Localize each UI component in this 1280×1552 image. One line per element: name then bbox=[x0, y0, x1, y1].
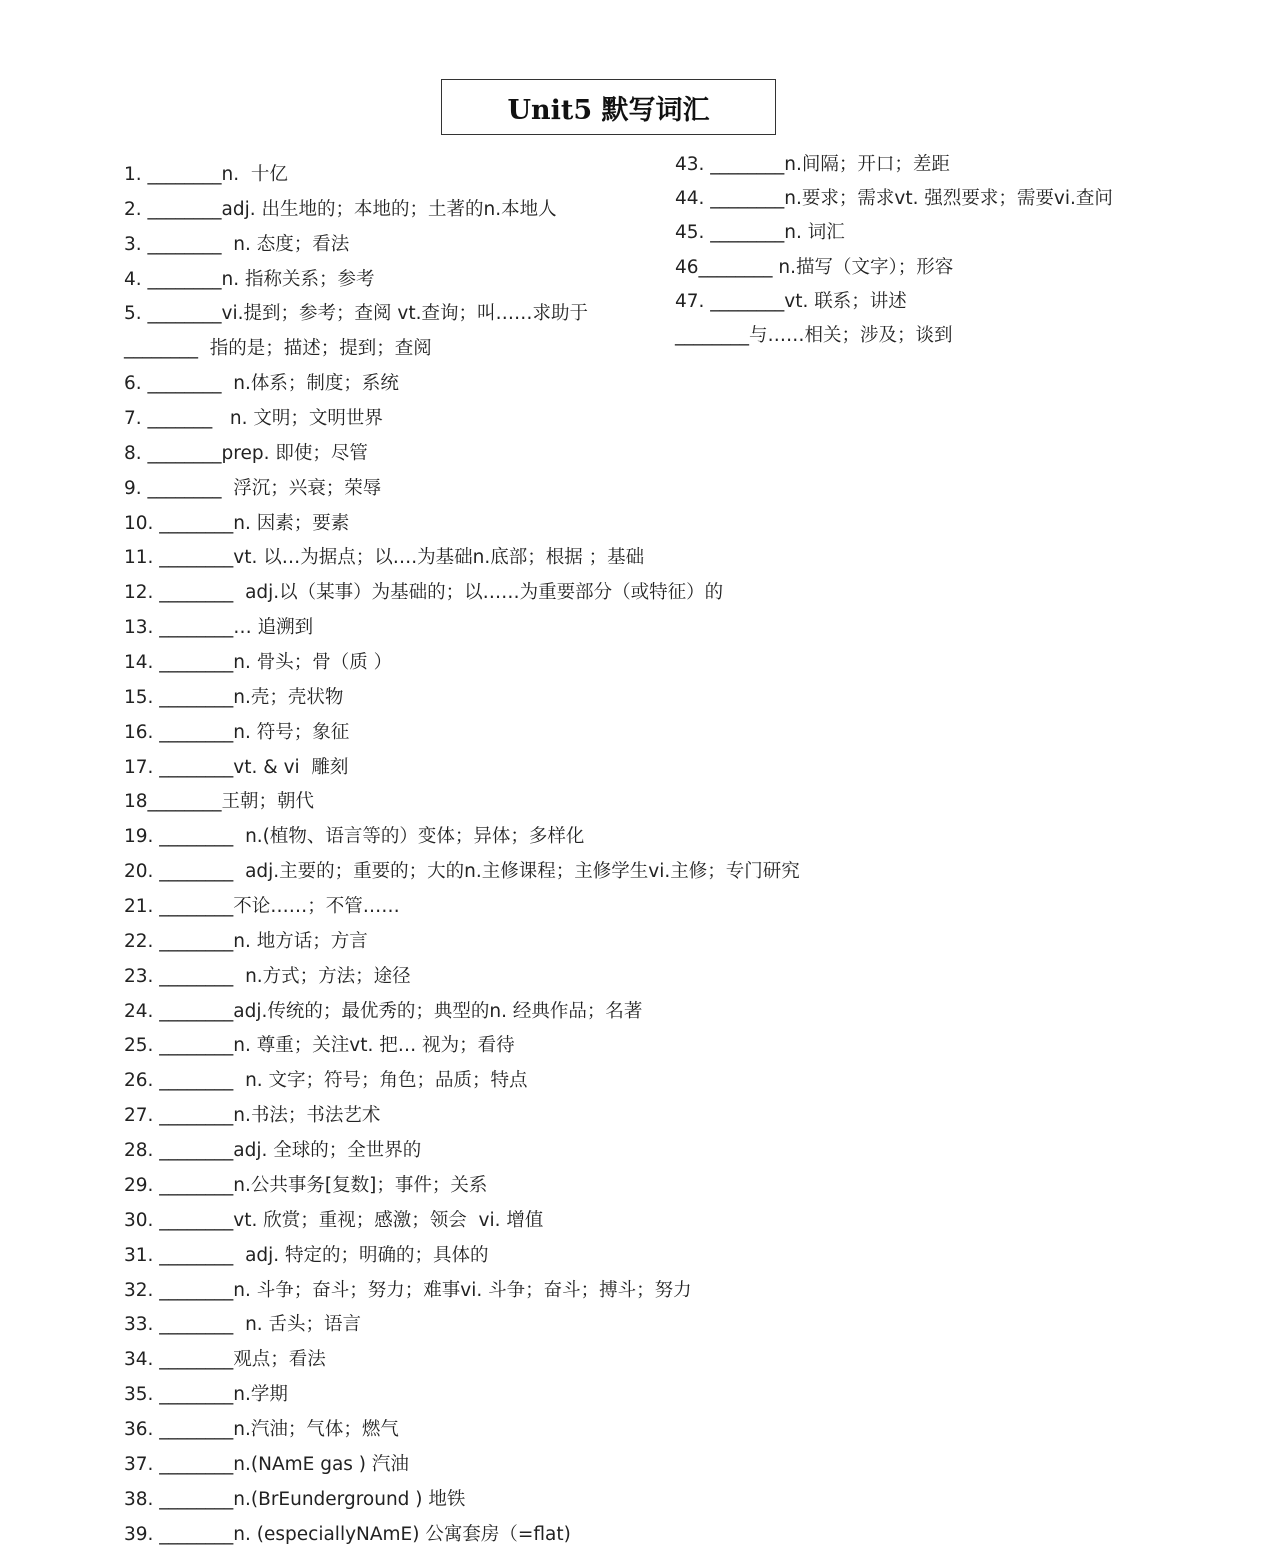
vocab-item: 38. ________n.(BrEunderground ) 地铁 bbox=[124, 1488, 466, 1510]
vocab-item: 7. _______ n. 文明；文明世界 bbox=[124, 408, 383, 430]
vocab-item: 47. ________vt. 联系；讲述 bbox=[675, 290, 907, 312]
vocab-item: 39. ________n. (especiallyNAmE) 公寓套房（=flat) bbox=[124, 1523, 571, 1545]
vocab-item: 27. ________n.书法；书法艺术 bbox=[124, 1105, 381, 1127]
vocab-item: 3. ________ n. 态度；看法 bbox=[124, 233, 350, 255]
vocab-item: 23. ________ n.方式；方法；途径 bbox=[124, 965, 411, 987]
vocab-item: 4. ________n. 指称关系；参考 bbox=[124, 268, 375, 290]
vocab-item: 18________王朝；朝代 bbox=[124, 791, 315, 813]
vocab-item: 28. ________adj. 全球的；全世界的 bbox=[124, 1140, 422, 1162]
vocab-item: 10. ________n. 因素；要素 bbox=[124, 512, 350, 534]
vocab-item: 17. ________vt. & vi 雕刻 bbox=[124, 756, 349, 778]
vocab-item: 2. ________adj. 出生地的；本地的；土著的n.本地人 bbox=[124, 198, 557, 220]
vocab-item: 1. ________n. 十亿 bbox=[124, 164, 288, 185]
vocab-item: 13. ________… 追溯到 bbox=[124, 617, 314, 639]
vocab-item: 29. ________n.公共事务[复数]；事件；关系 bbox=[124, 1174, 488, 1196]
vocab-item: 45. ________n. 词汇 bbox=[675, 222, 845, 244]
vocab-item: 37. ________n.(NAmE gas ) 汽油 bbox=[124, 1453, 409, 1475]
vocab-item: 21. ________不论……；不管…… bbox=[124, 896, 400, 918]
vocab-item: 22. ________n. 地方话；方言 bbox=[124, 930, 368, 952]
vocab-item: 46________ n.描写（文字）；形容 bbox=[675, 256, 954, 278]
vocab-item: 34. ________观点；看法 bbox=[124, 1349, 326, 1371]
vocab-item: 9. ________ 浮沉；兴衰；荣辱 bbox=[124, 477, 382, 499]
vocab-item: 43. ________n.间隔；开口；差距 bbox=[675, 154, 950, 175]
vocab-item: 6. ________ n.体系；制度；系统 bbox=[124, 373, 399, 395]
vocab-item: 15. ________n.壳；壳状物 bbox=[124, 686, 344, 708]
vocab-item: 8. ________prep. 即使；尽管 bbox=[124, 442, 368, 464]
vocab-item: 30. ________vt. 欣赏；重视；感激；领会 vi. 增值 bbox=[124, 1209, 544, 1231]
vocab-item: 44. ________n.要求；需求vt. 强烈要求；需要vi.查问 bbox=[675, 188, 1113, 210]
vocab-item: 33. ________ n. 舌头；语言 bbox=[124, 1314, 362, 1336]
vocab-item: 12. ________ adj.以（某事）为基础的；以……为重要部分（或特征）的 bbox=[124, 582, 724, 604]
page-title: Unit5 默写词汇 bbox=[441, 79, 776, 135]
vocab-item: 26. ________ n. 文字；符号；角色；品质；特点 bbox=[124, 1070, 528, 1092]
vocab-item: ________与……相关；涉及；谈到 bbox=[675, 324, 953, 346]
vocab-item: ________ 指的是；描述；提到；查阅 bbox=[124, 338, 432, 360]
vocab-list-right bbox=[675, 148, 1113, 353]
vocab-item: 25. ________n. 尊重；关注vt. 把… 视为；看待 bbox=[124, 1035, 515, 1057]
vocab-item: 16. ________n. 符号；象征 bbox=[124, 721, 350, 743]
vocab-item: 36. ________n.汽油；气体；燃气 bbox=[124, 1418, 399, 1440]
vocab-item: 11. ________vt. 以…为据点；以….为基础n.底部；根据 ；基础 bbox=[124, 547, 645, 569]
vocab-list-left bbox=[124, 158, 800, 1552]
vocab-item: 14. ________n. 骨头；骨（质 ） bbox=[124, 652, 393, 674]
vocab-item: 35. ________n.学期 bbox=[124, 1384, 288, 1406]
vocab-item: 19. ________ n.(植物、语言等的）变体；异体；多样化 bbox=[124, 826, 585, 848]
vocab-item: 24. ________adj.传统的；最优秀的；典型的n. 经典作品；名著 bbox=[124, 1000, 643, 1022]
vocab-item: 5. ________vi.提到；参考；查阅 vt.查询；叫……求助于 bbox=[124, 303, 588, 325]
vocab-item: 31. ________ adj. 特定的；明确的；具体的 bbox=[124, 1244, 489, 1266]
vocab-item: 32. ________n. 斗争；奋斗；努力；难事vi. 斗争；奋斗；搏斗；努力 bbox=[124, 1279, 692, 1301]
vocab-item: 20. ________ adj.主要的；重要的；大的n.主修课程；主修学生vi.主修；专门研究 bbox=[124, 861, 800, 883]
